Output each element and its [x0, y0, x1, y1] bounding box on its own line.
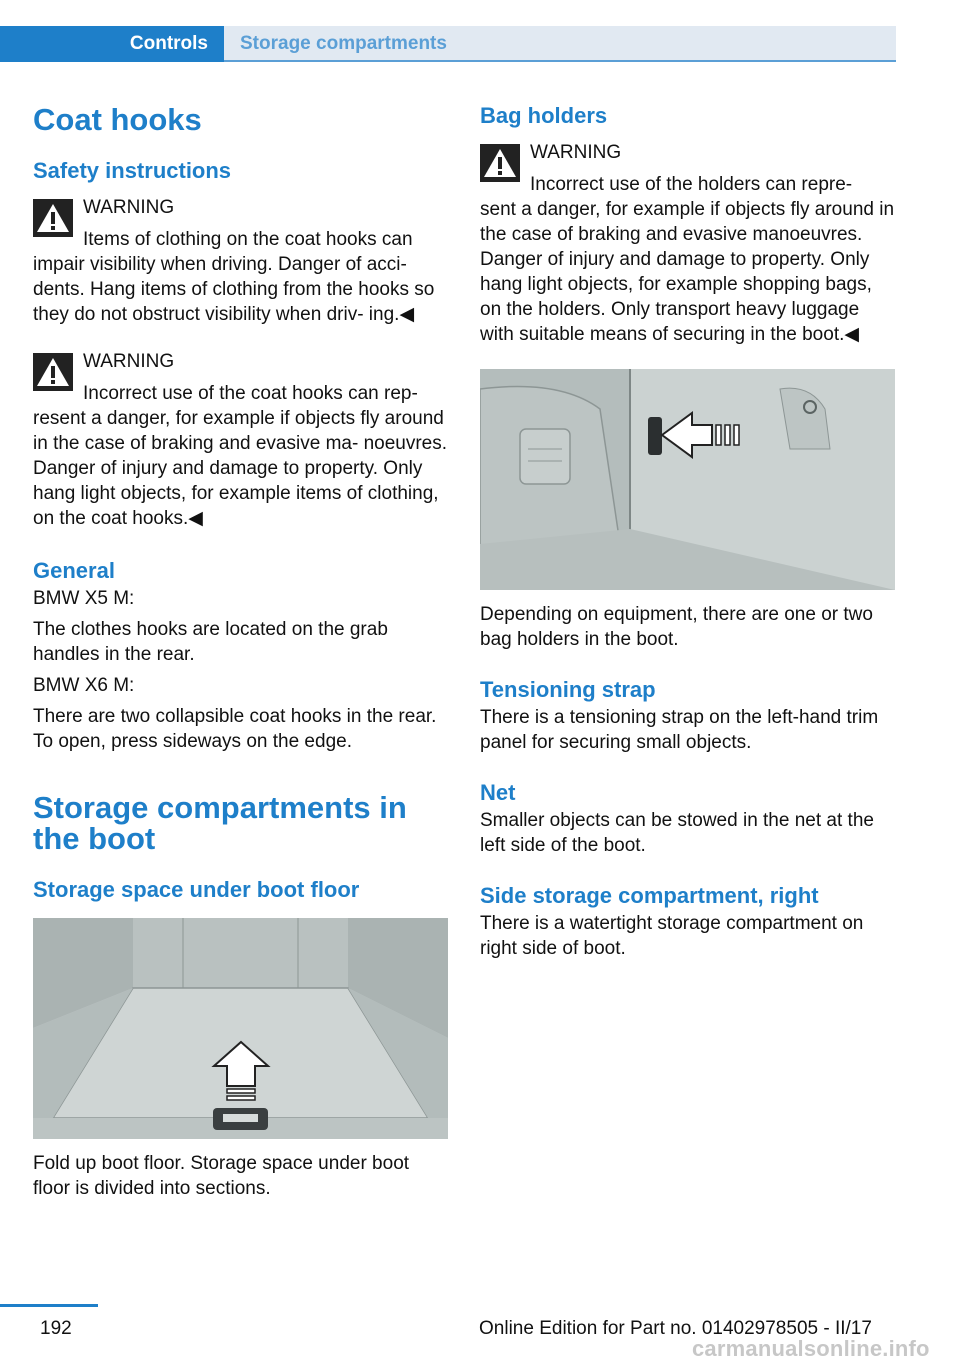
net-heading: Net [480, 780, 516, 805]
bag-holder-image [480, 369, 895, 590]
net-text: Smaller objects can be stowed in the net at the left side of the boot. [480, 810, 874, 856]
boot-floor-image [33, 918, 448, 1139]
bag-holder-illustration [480, 369, 895, 590]
warning-triangle-icon [33, 353, 73, 391]
x5-text: The clothes hooks are located on the grab handles in the rear. [33, 619, 388, 665]
right-column [480, 98, 896, 961]
side-storage-heading: Side storage compartment, right [480, 883, 819, 908]
warning-label: WARNING [83, 197, 175, 218]
header-rule [224, 60, 896, 62]
tab-controls-label: Controls [129, 33, 208, 54]
bag-holders-heading: Bag holders [480, 103, 608, 128]
storage-boot-title: Storage compartments in the boot [33, 790, 407, 856]
x6-label: BMW X6 M: [33, 675, 135, 696]
safety-instructions-heading: Safety instructions [33, 158, 232, 183]
boot-floor-illustration [33, 918, 448, 1139]
warning-text: resent a danger, for example if objects fly around in the case of braking and evasive ma‐ noeuvres. Danger of injury and damage to property. Only hang light objects, for example items of clothing, on the coat hooks.◀ [33, 408, 448, 529]
warning-block-1 [33, 195, 449, 327]
x5-label: BMW X5 M: [33, 588, 135, 609]
footer-rule [0, 1304, 98, 1307]
tab-controls [0, 26, 224, 62]
left-column [33, 98, 449, 1201]
warning-text-first: Items of clothing on the coat hooks can [83, 229, 413, 250]
side-storage-text: There is a watertight storage compartment on right side of boot. [480, 913, 864, 959]
warning-text-first: Incorrect use of the holders can repre‐ [530, 174, 853, 195]
warning-text: impair visibility when driving. Danger of acci‐ dents. Hang items of clothing from the hooks so they do not obstruct visibility when driv‐ ing.◀ [33, 254, 435, 325]
coat-hooks-title: Coat hooks [33, 102, 202, 137]
x6-text: There are two collapsible coat hooks in the rear. To open, press sideways on the edge. [33, 706, 437, 752]
tab-storage-compartments [224, 26, 896, 62]
watermark: carmanualsonline.info [692, 1336, 930, 1361]
warning-text-first: Incorrect use of the coat hooks can rep‐ [83, 383, 418, 404]
page-header [0, 0, 896, 62]
warning-label: WARNING [83, 351, 175, 372]
warning-block-3 [480, 140, 896, 347]
under-floor-caption: Fold up boot floor. Storage space under boot floor is divided into sections. [33, 1153, 410, 1199]
warning-label: WARNING [530, 142, 622, 163]
bag-caption: Depending on equipment, there are one or two bag holders in the boot. [480, 604, 873, 650]
warning-block-2 [33, 349, 449, 531]
edition-text: Online Edition for Part no. 01402978505 - II/17 [479, 1318, 872, 1339]
page-number: 192 [40, 1318, 72, 1339]
tab-section-label: Storage compartments [240, 33, 447, 54]
warning-triangle-icon [480, 144, 520, 182]
warning-triangle-icon [33, 199, 73, 237]
under-floor-heading: Storage space under boot floor [33, 877, 360, 902]
tensioning-strap-heading: Tensioning strap [480, 677, 656, 702]
warning-text: sent a danger, for example if objects fly around in the case of braking and evasive manoeuvres. Danger of injury and damage to property. Only hang light objects, for example shopping bags, on the holders. Only transport heavy luggage with suitable means of securing in the boot.◀ [480, 199, 895, 345]
general-heading: General [33, 558, 115, 583]
tensioning-strap-text: There is a tensioning strap on the left-hand trim panel for securing small objects. [480, 707, 879, 753]
